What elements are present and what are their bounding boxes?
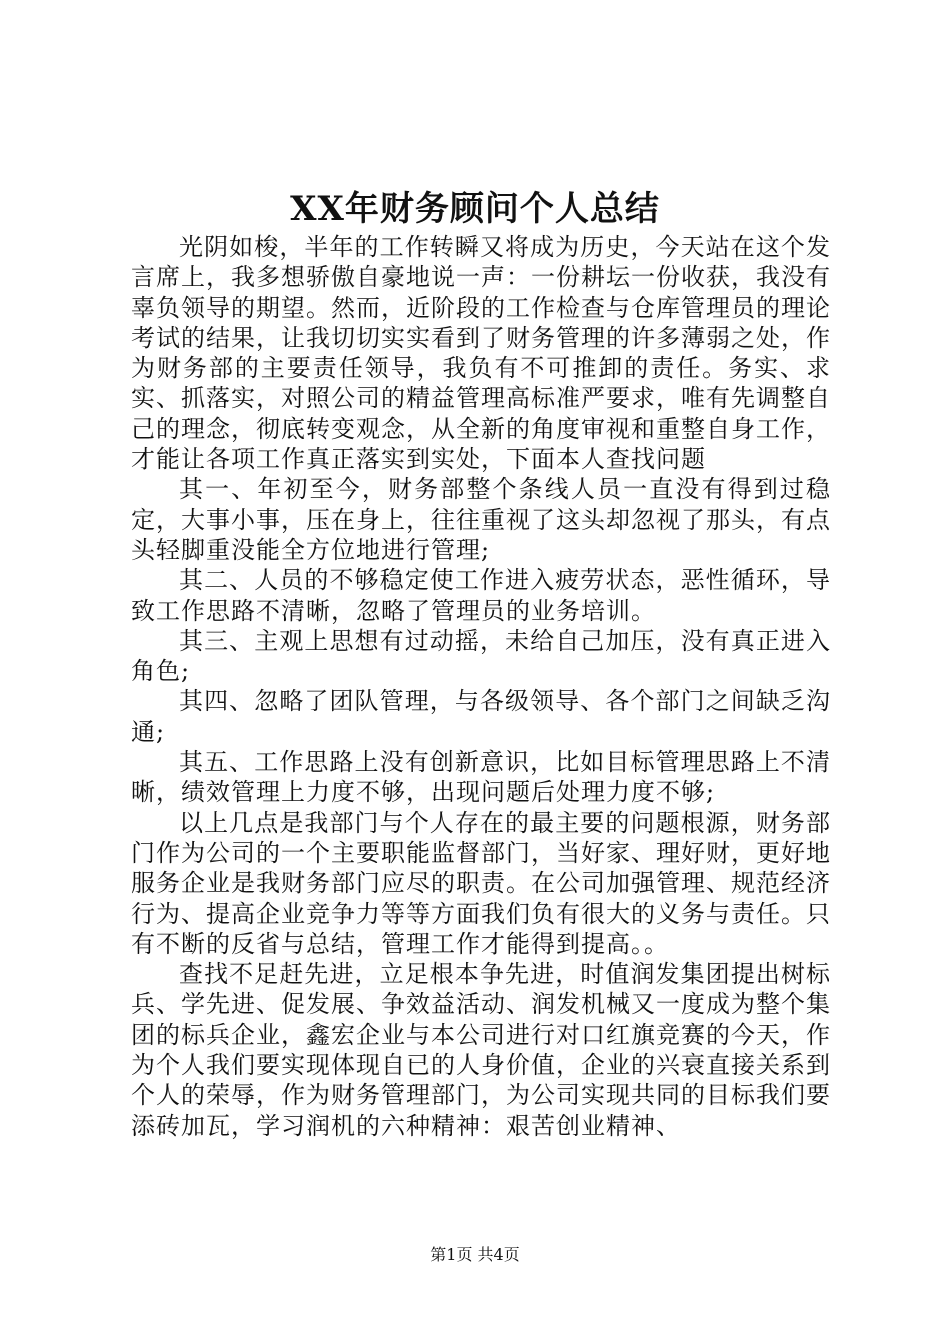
page-number-footer: 第1页 共4页 (430, 1245, 520, 1264)
paragraph-issue-5: 其五、工作思路上没有创新意识，比如目标管理思路上不清晰，绩效管理上力度不够，出现问题后处理力度不够; (131, 748, 831, 807)
document-body (131, 232, 831, 1141)
paragraph-summary: 以上几点是我部门与个人存在的最主要的问题根源，财务部门作为公司的一个主要职能监督部门，当好家、理好财，更好地服务企业是我财务部门应尽的职责。在公司加强管理、规范经济行为、提高企业竞争力等等方面我们负有很大的义务与责任。只有不断的反省与总结，管理工作才能得到提高。。 (131, 808, 831, 958)
paragraph-issue-1: 其一、年初至今，财务部整个条线人员一直没有得到过稳定，大事小事，压在身上，往往重视了这头却忽视了那头，有点头轻脚重没能全方位地进行管理; (131, 475, 831, 564)
document-title: XX年财务顾问个人总结 (290, 189, 660, 229)
paragraph-issue-2: 其二、人员的不够稳定使工作进入疲劳状态，恶性循环，导致工作思路不清晰，忽略了管理员的业务培训。 (131, 566, 831, 625)
paragraph-improvement: 查找不足赶先进，立足根本争先进，时值润发集团提出树标兵、学先进、促发展、争效益活动、润发机械又一度成为整个集团的标兵企业，鑫宏企业与本公司进行对口红旗竞赛的今天，作为个人我们要实现体现自已的人身价值，企业的兴衰直接关系到个人的荣辱，作为财务管理部门，为公司实现共同的目标我们要添砖加瓦，学习润机的六种精神：艰苦创业精神、 (131, 960, 831, 1140)
paragraph-issue-3: 其三、主观上思想有过动摇，未给自己加压，没有真正进入角色; (131, 626, 831, 686)
paragraph-issue-4: 其四、忽略了团队管理，与各级领导、各个部门之间缺乏沟通; (131, 687, 831, 746)
paragraph-intro: 光阴如梭，半年的工作转瞬又将成为历史，今天站在这个发言席上，我多想骄傲自豪地说一声：一份耕坛一份收获，我没有辜负领导的期望。然而，近阶段的工作检查与仓库管理员的理论考试的结果，让我切切实实看到了财务管理的许多薄弱之处，作为财务部的主要责任领导，我负有不可推卸的责任。务实、求实、抓落实，对照公司的精益管理高标准严要求，唯有先调整自己的理念，彻底转变观念，从全新的角度审视和重整自身工作，才能让各项工作真正落实到实处，下面本人查找问题 (131, 233, 831, 474)
